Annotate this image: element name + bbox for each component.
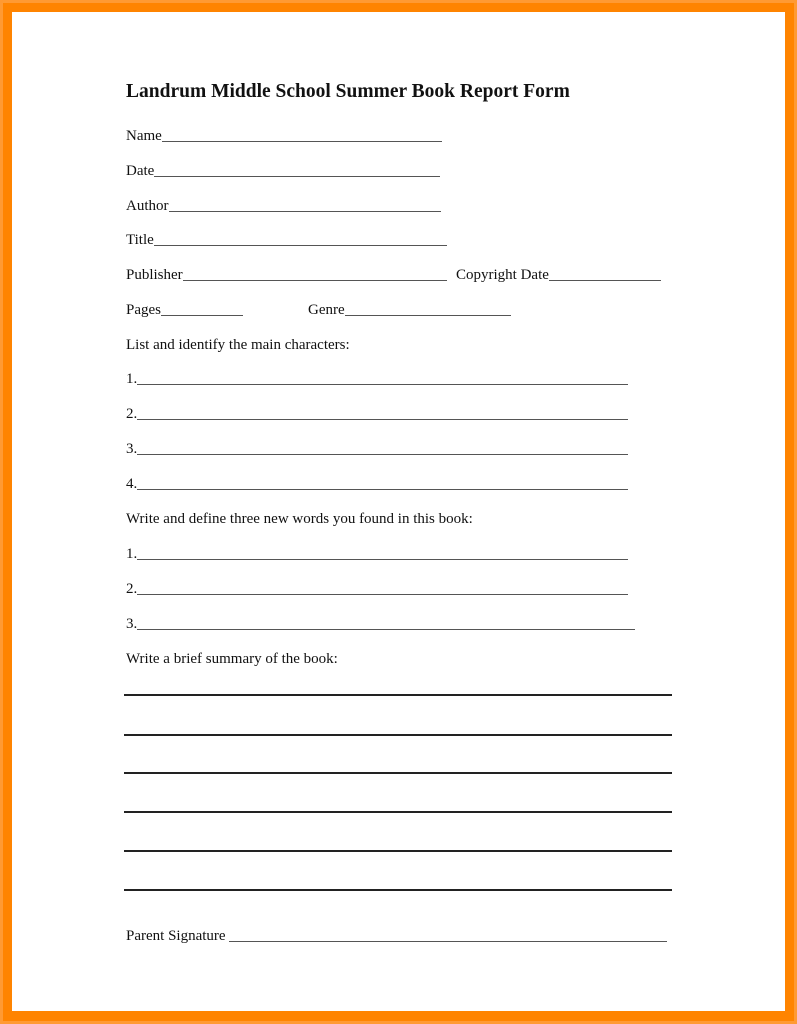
- word-item[interactable]: [126, 545, 628, 563]
- words-prompt: Write and define three new words you found in this book:: [126, 511, 473, 527]
- pages-input-line[interactable]: [161, 301, 243, 316]
- name-label: Name: [126, 128, 162, 144]
- item-number: 1.: [126, 371, 138, 387]
- item-number: 3.: [126, 616, 138, 632]
- title-field[interactable]: [126, 231, 447, 249]
- title-input-line[interactable]: [154, 231, 447, 246]
- item-number: 3.: [126, 441, 138, 457]
- item-number: 1.: [126, 546, 138, 562]
- summary-line[interactable]: [124, 772, 672, 774]
- publisher-field[interactable]: [126, 266, 447, 284]
- pages-label: Pages: [126, 302, 161, 318]
- form-title: Landrum Middle School Summer Book Report Form: [126, 81, 570, 102]
- author-input-line[interactable]: [169, 197, 441, 212]
- date-label: Date: [126, 163, 155, 179]
- item-number: 2.: [126, 581, 138, 597]
- publisher-input-line[interactable]: [183, 266, 447, 281]
- summary-line[interactable]: [124, 694, 672, 696]
- parent-signature-label: Parent Signature: [126, 928, 226, 944]
- date-field[interactable]: [126, 162, 440, 180]
- word-item[interactable]: [126, 580, 628, 598]
- summary-line[interactable]: [124, 889, 672, 891]
- character-input-line[interactable]: [137, 370, 628, 385]
- summary-line[interactable]: [124, 850, 672, 852]
- genre-input-line[interactable]: [345, 301, 511, 316]
- pages-field[interactable]: [126, 301, 243, 319]
- author-field[interactable]: [126, 197, 441, 215]
- title-label: Title: [126, 232, 154, 248]
- name-field[interactable]: [126, 127, 442, 145]
- word-input-line[interactable]: [137, 545, 628, 560]
- word-input-line[interactable]: [137, 580, 628, 595]
- author-label: Author: [126, 198, 169, 214]
- character-item[interactable]: [126, 405, 628, 423]
- word-item[interactable]: [126, 615, 635, 633]
- publisher-label: Publisher: [126, 267, 183, 283]
- character-input-line[interactable]: [137, 440, 628, 455]
- genre-label: Genre: [308, 302, 345, 318]
- character-item[interactable]: [126, 370, 628, 388]
- item-number: 4.: [126, 476, 138, 492]
- parent-signature-field[interactable]: [126, 927, 667, 945]
- summary-line[interactable]: [124, 734, 672, 736]
- character-item[interactable]: [126, 440, 628, 458]
- item-number: 2.: [126, 406, 138, 422]
- character-item[interactable]: [126, 475, 628, 493]
- summary-prompt: Write a brief summary of the book:: [126, 651, 338, 667]
- date-input-line[interactable]: [154, 162, 440, 177]
- character-input-line[interactable]: [137, 405, 628, 420]
- copyright-date-field[interactable]: [456, 266, 661, 284]
- copyright-date-input-line[interactable]: [549, 266, 661, 281]
- summary-line[interactable]: [124, 811, 672, 813]
- parent-signature-input-line[interactable]: [229, 927, 667, 942]
- character-input-line[interactable]: [137, 475, 628, 490]
- characters-prompt: List and identify the main characters:: [126, 337, 350, 353]
- copyright-date-label: Copyright Date: [456, 267, 549, 283]
- genre-field[interactable]: [308, 301, 511, 319]
- name-input-line[interactable]: [162, 127, 442, 142]
- word-input-line[interactable]: [137, 615, 635, 630]
